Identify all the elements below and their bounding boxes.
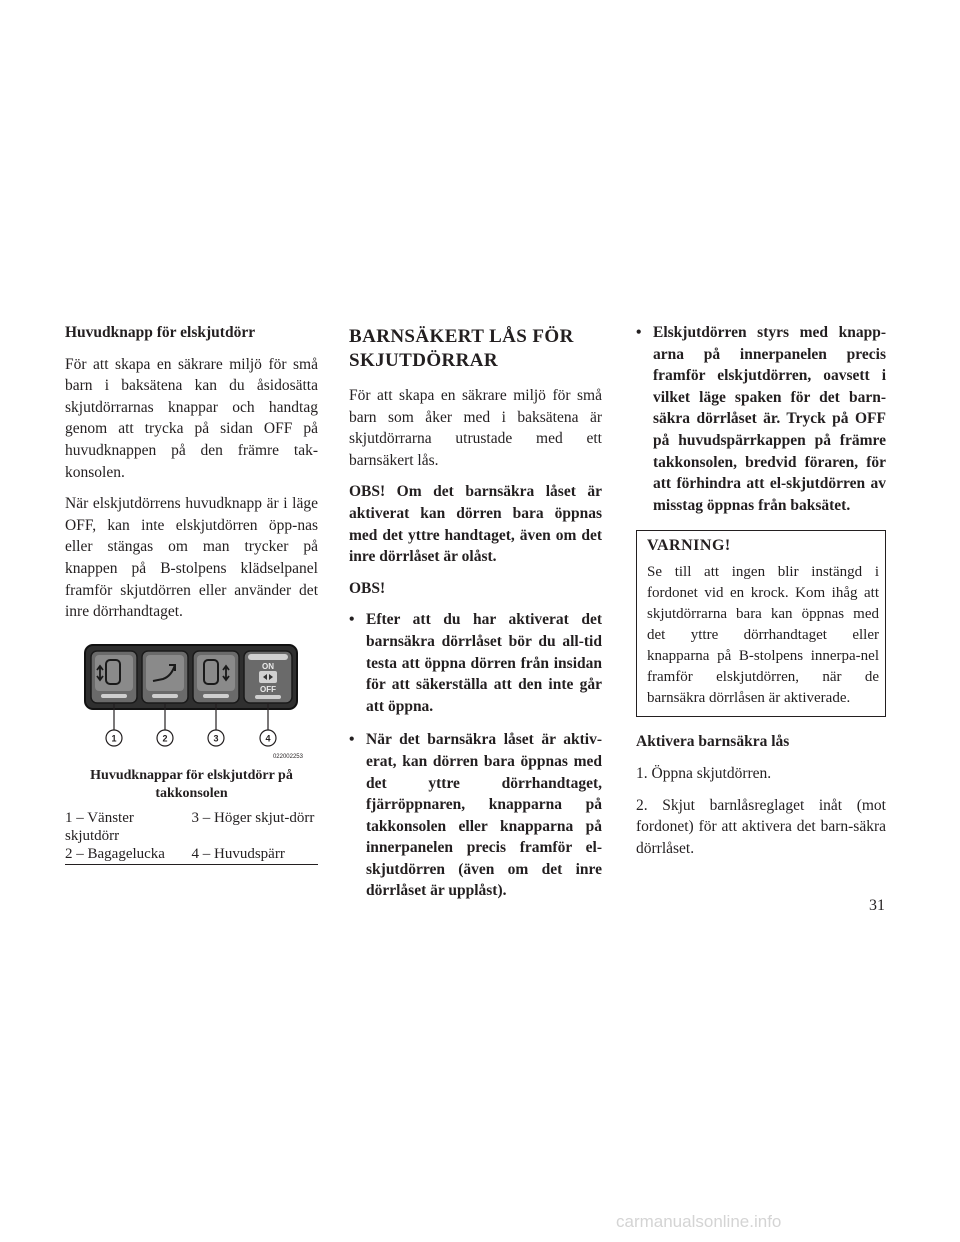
section-title-child-lock: BARNSÄKERT LÅS FÖR SKJUTDÖRRAR xyxy=(349,326,574,371)
legend-row xyxy=(65,809,318,845)
figure-caption: Huvudknappar för elskjutdörr på takkonsolen xyxy=(90,767,293,801)
master-lockout-switch xyxy=(244,651,292,703)
legend-item-3: 3 – Höger skjut-dörr xyxy=(191,809,315,826)
page-number: 31 xyxy=(869,897,885,914)
bullet-dot: • xyxy=(636,324,642,341)
callout-number-1: 1 xyxy=(111,733,117,744)
legend-item-4: 4 – Huvudspärr xyxy=(191,845,285,862)
note-paragraph: OBS! Om det barnsäkra låset är aktiverat kan dörren bara öppnas med det yttre handtaget, även om det inre dörrlåset är olåst. xyxy=(349,483,602,566)
switch-panel-figure xyxy=(65,643,318,763)
section-heading-activate: Aktivera barnsäkra lås xyxy=(636,733,790,751)
figure-code: 022002253 xyxy=(272,753,303,760)
warning-box xyxy=(636,530,886,717)
right-column xyxy=(636,322,886,869)
step-2: 2. Skjut barnlåsreglaget inåt (mot fordonet) för att aktivera det barn-säkra dörrlåset. xyxy=(636,796,886,857)
step-1: 1. Öppna skjutdörren. xyxy=(636,764,772,782)
watermark: carmanualsonline.info xyxy=(616,1212,782,1231)
note-bullet-list xyxy=(349,609,602,902)
note-bullet-list xyxy=(636,322,886,516)
bullet-item: • Elskjutdörren styrs med knapp-arna på innerpanelen precis framför elskjutdörren, oavsett i vilket läge spaken för det barn-säkra dörrlåset är. Tryck på OFF på huvudspärrkappen på främre takkonsolen, bredvid föraren, för att förhindra att el-skjutdörren av misstag öppnas från baksätet. xyxy=(636,324,886,514)
paragraph: När elskjutdörrens huvudknapp är i läge OFF, kan inte elskjutdörren öpp-nas eller stängas om man trycker på knappen på B-stolpens klädselpanel framför skjutdörren eller använder det inre dörrhandtaget. xyxy=(65,495,318,621)
switch-panel-illustration xyxy=(65,643,318,763)
callout-number-3: 3 xyxy=(213,733,219,744)
legend-row xyxy=(65,845,318,863)
figure-legend xyxy=(65,809,318,865)
callout-number-2: 2 xyxy=(162,733,168,744)
bullet-item: • När det barnsäkra låset är aktiv-erat, kan dörren bara öppnas med det yttre dörrhandtaget, fjärröppnaren, knapparna på takkonsolen eller knapparna på innerpanelen precis framför el-skjutdörren (även om det inre dörrlåset är upplåst). xyxy=(349,731,602,900)
bullet-dot: • xyxy=(349,731,355,749)
liftgate-button xyxy=(142,651,188,703)
callout-number-4: 4 xyxy=(265,733,271,744)
left-sliding-door-button xyxy=(91,651,137,703)
switch-off-label: OFF xyxy=(260,684,276,694)
legend-item-1: 1 – Vänster skjutdörr xyxy=(65,809,134,844)
warning-title: VARNING! xyxy=(647,537,731,555)
right-sliding-door-button xyxy=(193,651,239,703)
bullet-item: • Efter att du har aktiverat det barnsäkra dörrlåset bör du all-tid testa att öppna dörren från insidan för att säkerställa att den inte går att öppna. xyxy=(349,611,602,715)
left-column xyxy=(65,322,318,865)
legend-item-2: 2 – Bagagelucka xyxy=(65,845,165,862)
bullet-dot: • xyxy=(349,611,355,629)
paragraph: För att skapa en säkrare miljö för små barn som åker med i baksätena är skjutdörrarna utrustade med ett barnsäkert lås. xyxy=(349,387,602,469)
note-label: OBS! xyxy=(349,579,386,597)
paragraph: För att skapa en säkrare miljö för små barn i baksätena kan du åsidosätta skjutdörrarnas knappar och handtag genom att trycka på sidan OFF på huvudknappen på den främre tak-konsolen. xyxy=(65,355,318,481)
warning-text: Se till att ingen blir instängd i fordonet vid en krock. Kom ihåg att skjutdörrarna bara kan öppnas med det yttre dörrhandtaget eller knapparna på B-stolpens innerpa-nel framför elskjutdörren, när de barnsäkra dörrlåsen är aktiverade. xyxy=(647,564,879,707)
switch-on-label: ON xyxy=(262,661,274,671)
middle-column xyxy=(349,322,602,914)
section-heading-master-switch: Huvudknapp för elskjutdörr xyxy=(65,324,256,341)
